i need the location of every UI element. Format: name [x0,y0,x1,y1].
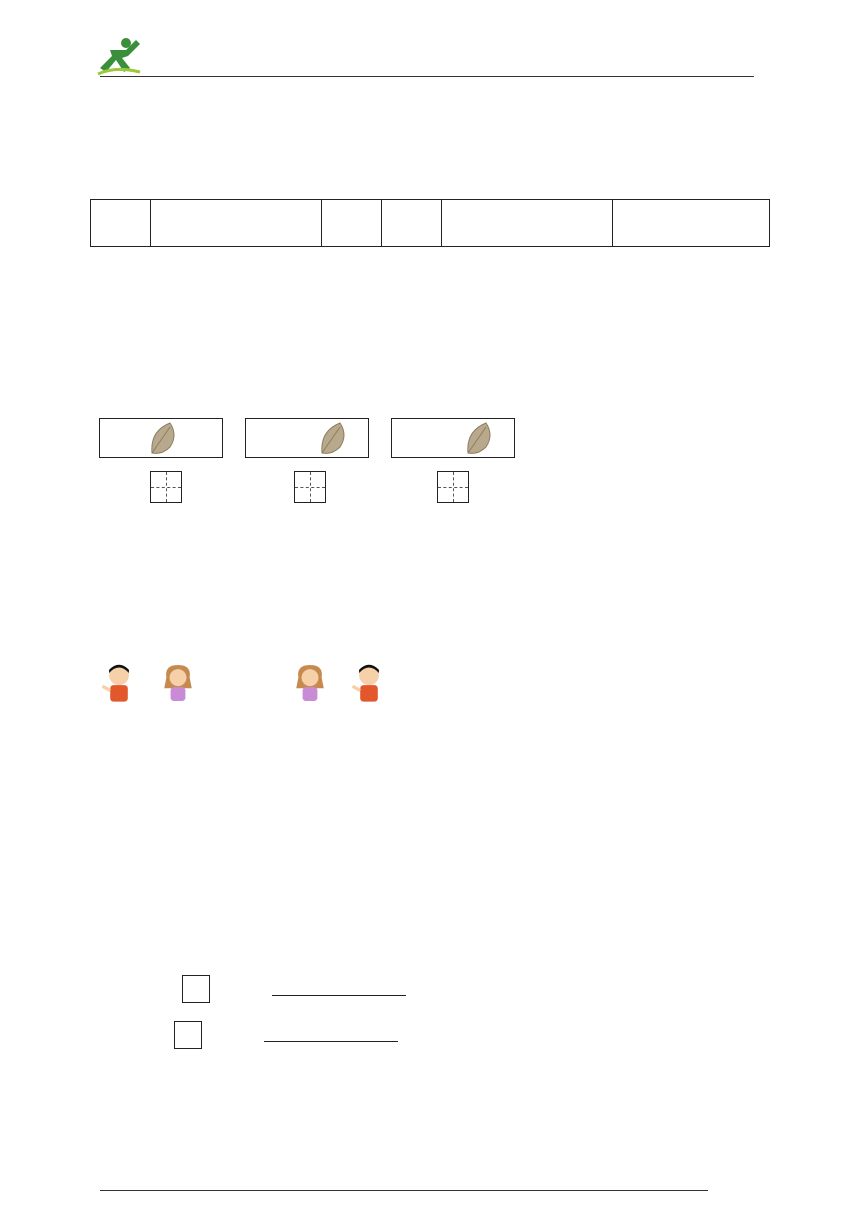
boys-row [100,606,430,648]
q13-answer-line-1[interactable] [272,981,406,996]
q8-cell [91,200,151,247]
leaf-icon [464,421,494,455]
q8-cell-blank[interactable] [613,200,770,247]
girl-icon [292,662,328,706]
header-rule [100,76,754,77]
runner-logo-icon [96,36,144,76]
match-lines [100,585,360,605]
header-logo [96,36,266,76]
q10-sequence-box-3 [391,418,515,458]
girls-row [100,542,360,582]
q13-answer-line-2[interactable] [264,1027,398,1042]
q10-answer-grid-1[interactable] [150,471,182,503]
q13-square-row [101,930,261,960]
q8-cell-blank[interactable] [151,200,322,247]
q12-bottom-row [96,826,416,886]
reference-square [174,1021,202,1049]
q8-grid [90,199,770,247]
q10-answer-grid-2[interactable] [294,471,326,503]
q11-sentence-1 [100,662,480,706]
boy-icon [350,662,388,706]
girl-icon [160,662,196,706]
q8-cell [322,200,382,247]
q10-sequence-box-2 [245,418,369,458]
reference-square [182,975,210,1003]
leaf-icon [318,421,348,455]
q10-sequence-box-1 [99,418,223,458]
q12-top-row [96,754,396,814]
q10-answer-grid-3[interactable] [437,471,469,503]
q8-cell [382,200,442,247]
q8-cell-blank[interactable] [442,200,613,247]
boy-icon [100,662,138,706]
footer-rule [100,1190,708,1191]
leaf-icon [148,421,178,455]
